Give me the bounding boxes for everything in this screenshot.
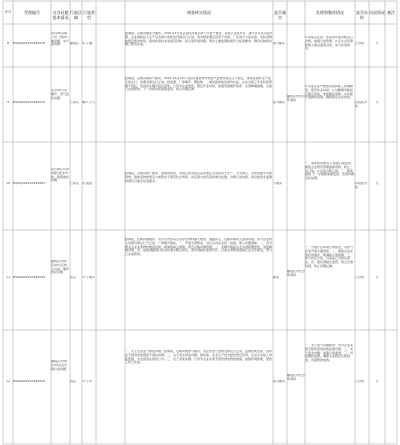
header-name: 交办问题基本情况 — [52, 10, 69, 20]
row-department: 攀枝花市生态环境局 — [287, 95, 305, 102]
table-row — [3, 67, 397, 142]
row-detail: 经调查，反映问题部分属实。2021年7月该企业因环保手续不全停产整改，目前已完成环评、排污许可等手续办理，企业重新投入生产后各项污染防治设施运行正常，废水经处理后回用不外排，厂区雨污分流完善，危险废物按规定暂存转移。现场检查时未发现有异味、扬尘等环境问题，周边土壤监测结果符合标准要求，群众反映的问题已整改完成。 — [125, 32, 273, 47]
table-row — [3, 142, 397, 230]
row-level: 部分属实 — [273, 101, 286, 104]
row-name: 四川XX公司噪声、废气扰民问题 — [51, 89, 70, 100]
row-result: 一、关于废气问题整改：责令企业完善无组织排放收集处理设施；二、关于废水问题：加强日常监管；三、持续跟踪监测，确保企业稳定达标排放，巩固整改成效。 — [305, 344, 354, 363]
header-type: 污染类型 — [83, 10, 95, 20]
header-status: 是否办结 — [356, 10, 368, 20]
row-accountability: 无 — [375, 101, 379, 104]
row-type: 大气,噪声 — [82, 276, 95, 279]
row-level: 部分属实 — [273, 42, 286, 45]
row-number: 9 — [6, 101, 10, 104]
header-accountability: 问责情况 — [369, 10, 385, 15]
row-area: 仁和区 — [70, 182, 80, 185]
row-id: D50XJ202107290078 — [13, 42, 45, 45]
row-detail: 经调查，反映问题属实。该片区内多家企业存在物料露天堆放、道路扬尘、运输车辆未苫盖等问题，部分企业粉尘治理设施运行不正常，厂界噪声超标。一、开展专项整治，对片区内企业逐一排查，建立问题清单；二、责令相关企业完善物料堆场封闭、喷淋等抑尘措施，规范运输车辆管理；三、对噪声超标企业实施限期整改，加装降噪设施；四、加强道路清扫保洁和洒水降尘频次，落实网格化监管责任。目前各项整改措施正在有序推进，部分已完成整改。 — [125, 238, 273, 257]
table-row — [3, 24, 397, 67]
row-status: 阶段性办结 — [355, 101, 368, 108]
row-area: 东区 — [70, 276, 77, 279]
table-row — [3, 230, 397, 330]
header-note: 备注 — [387, 10, 395, 15]
header-detail: 调查核实情况 — [187, 10, 211, 15]
row-id: D50XJ202107290079 — [13, 101, 45, 104]
header-result: 处理和整改情况 — [316, 10, 344, 15]
row-number: 12 — [5, 380, 11, 383]
row-result: 1.责成企业进一步完善环保设施运行台账，加强日常管理；2.区生态环境局纳入重点监管对象，加大检查频次。 — [305, 36, 353, 51]
row-result: 一、开展片区环境专项整治，对涉气企业开展全面排查；二、督促企业完善封闭储存、喷淋抑尘等措施；三、加大执法力度，对违法行为依法查处；四、强化网格化监管，建立长效机制，防止问题反弹。 — [305, 246, 354, 268]
row-id: D50XJ202107290019 — [13, 380, 45, 383]
header-level: 是否属实 — [274, 10, 286, 20]
row-accountability: 无 — [375, 276, 379, 279]
row-type: 噪声,大气 — [82, 101, 95, 104]
row-department: 攀枝花市生态环境局 — [287, 374, 305, 381]
row-status: 已办结 — [355, 276, 365, 279]
header-area: 行政区域 — [70, 10, 82, 20]
row-id: D50XJ202107290083 — [13, 182, 45, 185]
row-name: 四川XX公司XX项目废水外排、固废堆存问题 — [51, 168, 70, 183]
row-detail: 经调查，反映问题部分属实。2021年6月XX公司因设备检修导致废气处理设施运行不稳定，现场检查时生产线正常运行，治理设施运行正常。经监测，厂界噪声、颗粒物、二氧化硫排放浓度均达标。企业对施工作业时间管理不到位，夜间存在噪声扰民现象，已责令企业整改，限定作业时间，加强设备维护保养，完善降噪措施，目前已完成整改。下一步将持续加强监管，防止问题反弹。 — [125, 77, 273, 92]
row-number: 10 — [5, 182, 11, 185]
row-type: 水,土壤 — [82, 42, 92, 45]
row-level: 属实 — [273, 276, 280, 279]
row-number: 11 — [5, 276, 11, 279]
row-accountability: 无 — [375, 182, 379, 185]
row-detail: 经调查，反映问题不属实。经现场核查，该项目废水经沉淀处理后全部回用于生产，无外排口，未发现废水外排现象；固体废物按规定分类暂存于规范贮存场所，并定期交由有资质单位处置，台账记录完整。周边地表水监测结果符合相应标准要求。 — [125, 172, 273, 183]
table-row — [3, 330, 397, 444]
row-department: 攀枝花市生态环境局 — [287, 270, 305, 277]
row-area: 仁和区 — [70, 101, 80, 104]
row-name: 四川XX有限公司（西XX）重金属、水污染问题 — [51, 32, 70, 47]
row-level: 部分属实 — [273, 380, 286, 383]
row-name: 攀枝花市XX区XX企业环境污染问题 — [51, 360, 68, 371]
row-accountability: 无 — [375, 380, 379, 383]
row-id: D50XJ202107290093 — [13, 276, 45, 279]
row-status: 已办结 — [355, 42, 365, 45]
header-id: 受理编号 — [24, 10, 40, 15]
table-header — [3, 2, 397, 24]
row-status: 阶段性办结 — [355, 182, 368, 189]
row-type: 水,固废 — [82, 182, 92, 185]
row-level: 不属实 — [273, 182, 283, 185]
row-result: 1.责成企业严格落实夜间施工管理制度，规范作业时间；2.对降噪设施进行提升改造，加装隔音屏障；3.持续开展跟踪监测，确保稳定达标排放。 — [305, 85, 354, 100]
row-result: 一、调查核实情况 1.加强日常监管，督促企业规范管理固体废物，防止二次污染；2.完善台账记录。二、整改措施 下一步继续加强巡查，发现问题及时处理。 — [305, 162, 354, 181]
row-type: 大气,水 — [82, 380, 92, 383]
row-status: 已办结 — [355, 380, 365, 383]
row-detail: 一、关于企业废气排放问题。经调查，反映问题部分属实。该企业废气治理设施运行正常，监测结果达标，但存在无组织排放管控不到位问题。二、关于废水排放问题。经核查，企业生产废水经处理后回用，生活污水接入市政管网，未发现违法排放行为。三、关于其他问题。已责令企业完善无组织排放管控措施，加强环境管理，整改工作已完成。 — [125, 350, 273, 365]
row-name: 攀枝花市XX区XX片区粉尘污染、噪声扰民问题 — [51, 260, 70, 275]
header-no: 序号 — [4, 10, 12, 14]
row-area: 西区 — [70, 380, 77, 383]
row-area: 攀枝花 — [70, 42, 80, 45]
row-accountability: 无 — [375, 42, 379, 45]
row-number: 8 — [6, 42, 10, 45]
